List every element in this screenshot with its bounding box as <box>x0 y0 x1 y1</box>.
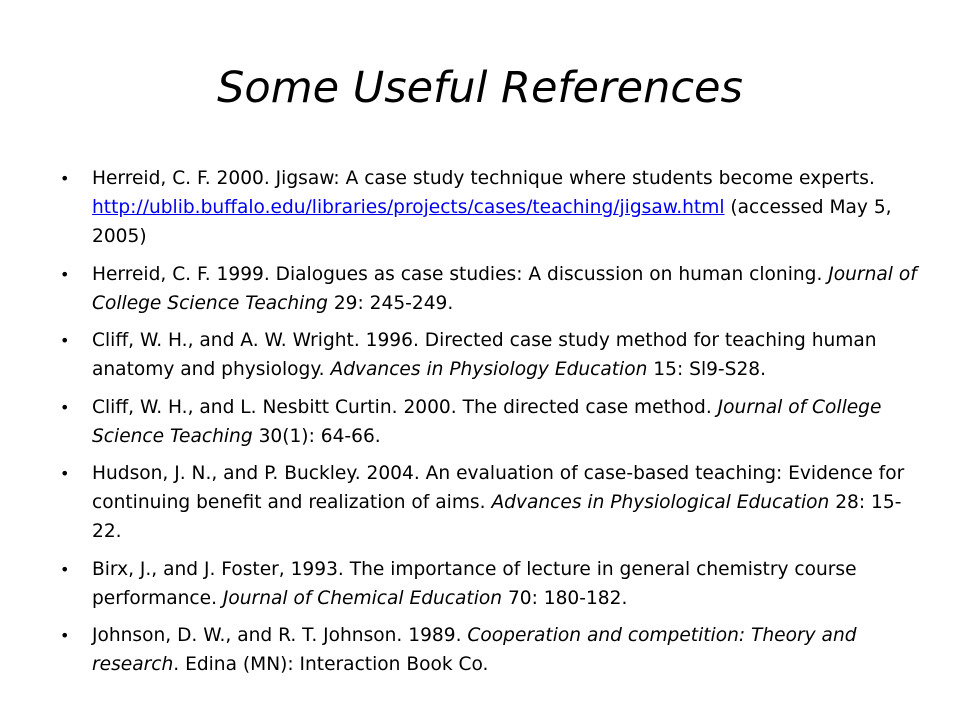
bullet-icon: • <box>60 464 70 483</box>
reference-text: Herreid, C. F. 1999. Dialogues as case studies: A discussion on human cloning. <box>92 263 829 285</box>
reference-text: Cliff, W. H., and L. Nesbitt Curtin. 2000. The directed case method. <box>92 396 718 418</box>
reference-text: Hudson, J. N., and P. Buckley. 2004. An evaluation of case-based teaching: Evidence for continuing benefit and realization of aims. <box>92 463 905 513</box>
reference-list <box>56 164 918 688</box>
reference-text: 70: 180-182. <box>502 587 628 609</box>
reference-text: Johnson, D. W., and R. T. Johnson. 1989. <box>92 625 468 646</box>
bullet-icon: • <box>60 264 70 284</box>
reference-text: 15: Sl9-S28. <box>647 359 767 380</box>
reference-item <box>56 621 918 679</box>
reference-text: Herreid, C. F. 2000. Jigsaw: A case study technique where students become experts. <box>92 168 875 189</box>
reference-text: (accessed May 5, 2005) <box>92 197 892 247</box>
reference-title-italic: Cooperation and competition: Theory and research <box>92 625 857 675</box>
reference-item <box>56 164 918 251</box>
slide-title: Some Useful References <box>217 63 743 113</box>
reference-title-italic: Advances in Physiological Education <box>491 492 830 513</box>
reference-item <box>56 326 918 384</box>
reference-title-italic: Journal of College Science Teaching <box>92 263 917 314</box>
bullet-icon: • <box>60 169 70 188</box>
reference-item <box>56 260 918 318</box>
reference-item <box>56 459 918 546</box>
reference-text: Birx, J., and J. Foster, 1993. The importance of lecture in general chemistry course performance. <box>92 558 857 609</box>
reference-title-italic: Advances in Physiology Education <box>330 359 648 380</box>
reference-item <box>56 555 918 613</box>
reference-text: 30(1): 64-66. <box>252 425 381 447</box>
reference-text: 28: 15-22. <box>92 492 902 542</box>
bullet-icon: • <box>60 397 70 417</box>
bullet-icon: • <box>60 626 70 645</box>
reference-link[interactable]: http://ublib.buffalo.edu/libraries/projects/cases/teaching/jigsaw.html <box>92 197 725 218</box>
bullet-icon: • <box>60 331 70 350</box>
bullet-icon: • <box>60 559 70 579</box>
reference-text: Cliff, W. H., and A. W. Wright. 1996. Directed case study method for teaching human anatomy and physiology. <box>92 330 877 380</box>
reference-title-italic: Journal of Chemical Education <box>222 587 503 609</box>
reference-text: 29: 245-249. <box>327 292 454 314</box>
reference-item <box>56 393 918 451</box>
reference-title-italic: Journal of College Science Teaching <box>92 396 882 447</box>
reference-text: . Edina (MN): Interaction Book Co. <box>173 654 489 675</box>
